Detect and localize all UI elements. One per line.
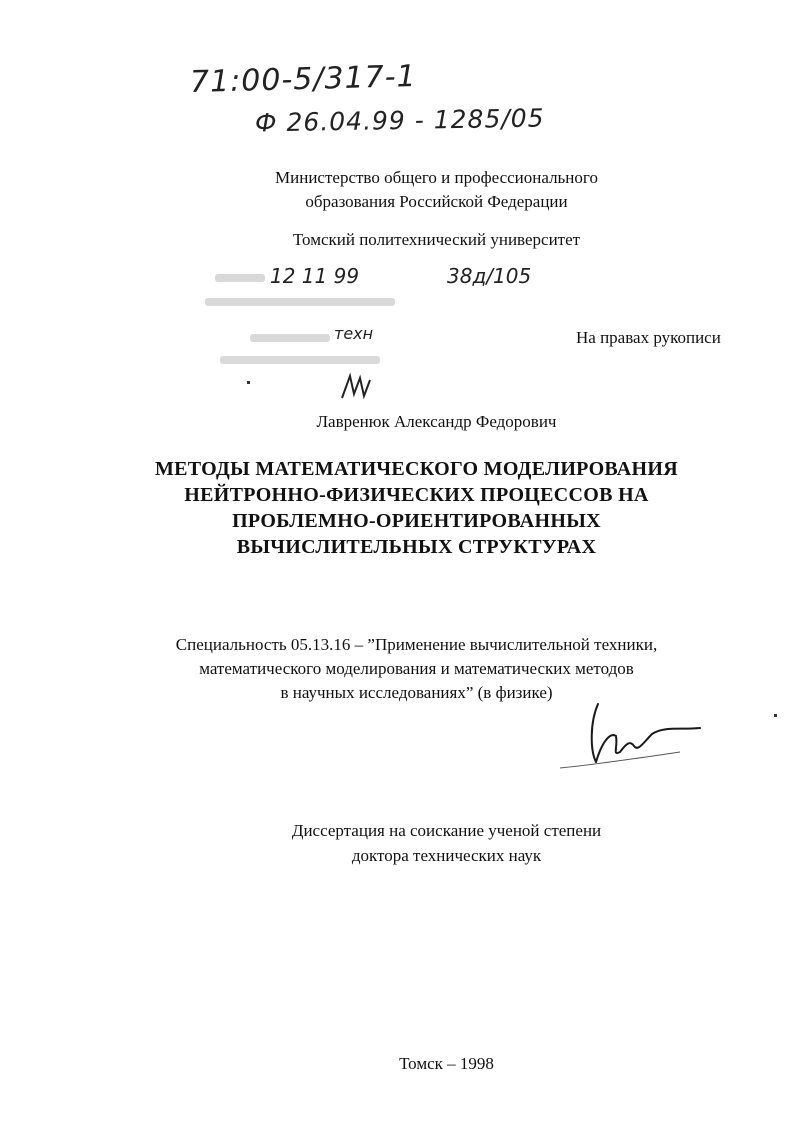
specialty-line-1: Специальность 05.13.16 – ”Применение вычислительной техники, [175, 635, 658, 654]
author-name: Лавренюк Александр Федорович [316, 412, 557, 431]
title-line-3: ПРОБЛЕМНО-ОРИЕНТИРОВАННЫХ [232, 510, 601, 532]
manuscript-rights-note: На правах рукописи [576, 328, 721, 347]
specialty-line-2: математического моделирования и математических методов [199, 659, 634, 678]
ministry-line-1: Министерство общего и профессионального [275, 168, 598, 187]
stamp-note: техн [334, 324, 374, 343]
degree-line-1: Диссертация на соискание ученой степени [291, 821, 602, 840]
city-year: Томск – 1998 [399, 1054, 494, 1073]
title-line-2: НЕЙТРОННО-ФИЗИЧЕСКИХ ПРОЦЕССОВ НА [184, 484, 649, 506]
dissertation-title [20, 456, 793, 560]
scan-speck [247, 381, 250, 384]
title-line-4: ВЫЧИСЛИТЕЛЬНЫХ СТРУКТУРАХ [236, 536, 597, 558]
specialty-line-3: в научных исследованиях” (в физике) [280, 683, 553, 702]
handwritten-registry-date: Ф 26.04.99 - 1285/05 [254, 103, 545, 138]
stamp-date: 12 11 99 [270, 264, 360, 288]
scan-speck [774, 714, 777, 717]
title-line-1: МЕТОДЫ МАТЕМАТИЧЕСКОГО МОДЕЛИРОВАНИЯ [154, 458, 679, 480]
stamp-number: 38д/105 [447, 264, 532, 288]
stamp-faint-line [250, 334, 330, 342]
initials-scribble-icon [338, 372, 378, 402]
ministry-line-2: образования Российской Федерации [305, 192, 568, 211]
signature-icon [560, 692, 710, 772]
stamp-faint-line [205, 298, 395, 306]
stamp-faint-line [215, 274, 265, 282]
stamp-faint-line [220, 356, 380, 364]
degree-block [50, 818, 793, 868]
ministry-header [40, 166, 793, 214]
degree-line-2: доктора технических наук [351, 846, 542, 865]
handwritten-registry-number: 71:00-5/317-1 [189, 59, 418, 100]
university-name: Томский политехнический университет [292, 230, 581, 249]
